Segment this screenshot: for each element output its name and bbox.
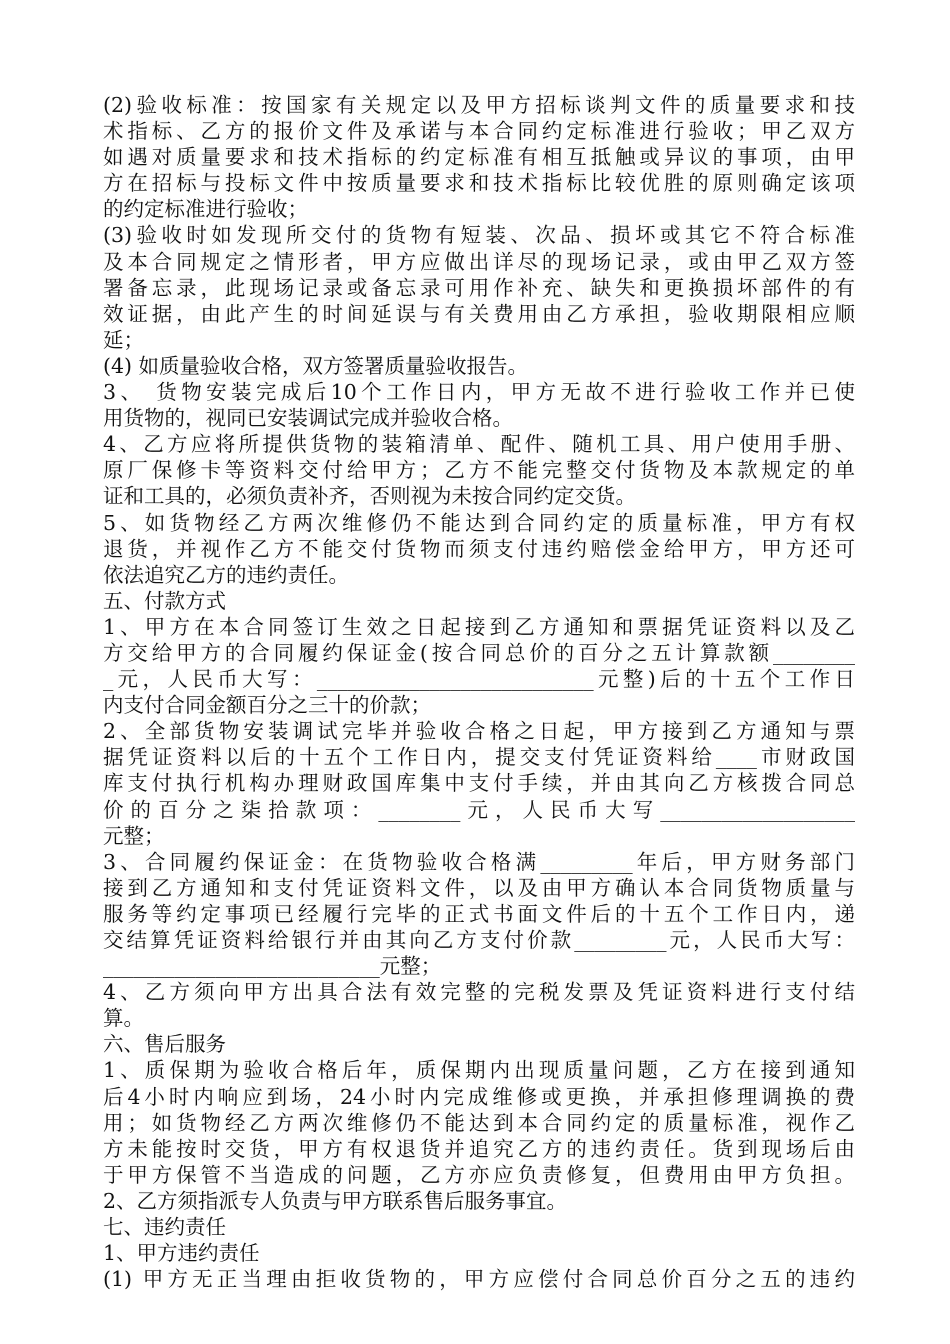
document-line: 1、甲方违约责任 <box>103 1241 260 1266</box>
document-line: 署备忘录，此现场记录或备忘录可用作补充、缺失和更换损坏部件的有 <box>103 275 855 300</box>
document-line: 五、付款方式 <box>103 588 226 613</box>
document-line: 效证据，由此产生的时间延误与有关费用由乙方承担，验收期限相应顺 <box>103 301 855 326</box>
document-line: 交结算凭证资料给银行并由其向乙方支付价款_________元，人民币大写： <box>103 928 855 952</box>
document-line: 延； <box>103 327 144 352</box>
document-line: 价的百分之柒拾款项：________元，人民币大写___________________ <box>103 797 855 822</box>
document-line: 证和工具的，必须负责补齐，否则视为未按合同约定交货。 <box>103 484 636 509</box>
document-line: 库支付执行机构办理财政国库集中支付手续，并由其向乙方核拨合同总 <box>103 771 855 796</box>
document-line: 退货，并视作乙方不能交付货物而须支付违约赔偿金给甲方，甲方还可 <box>103 536 855 561</box>
document-line: 4、乙方须向甲方出具合法有效完整的完税发票及凭证资料进行支付结 <box>103 980 855 1005</box>
document-page <box>103 92 855 1292</box>
document-line: 于甲方保管不当造成的问题，乙方亦应负责修复，但费用由甲方负担。 <box>103 1162 855 1187</box>
document-line: 方交给甲方的合同履约保证金(按合同总价的百分之五计算款额________ <box>103 640 855 665</box>
document-line: (2)验收标准：按国家有关规定以及甲方招标谈判文件的质量要求和技 <box>103 93 855 117</box>
document-line: 七、违约责任 <box>103 1215 226 1240</box>
document-line: 依法追究乙方的违约责任。 <box>103 562 349 587</box>
document-line: 后4小时内响应到场，24小时内完成维修或更换，并承担修理调换的费 <box>103 1084 855 1109</box>
document-line: 3、合同履约保证金：在货物验收合格满_________年后，甲方财务部门 <box>103 849 855 874</box>
document-line: 及本合同规定之情形者，甲方应做出详尽的现场记录，或由甲乙双方签 <box>103 249 855 274</box>
document-line: 用货物的，视同已安装调试完成并验收合格。 <box>103 406 513 431</box>
document-line: 算。 <box>103 1006 144 1031</box>
document-line: 内支付合同金额百分之三十的价款； <box>103 693 431 718</box>
document-line: 方在招标与投标文件中按质量要求和技术指标比较优胜的原则确定该项 <box>103 171 855 196</box>
document-line: 如遇对质量要求和技术指标的约定标准有相互抵触或异议的事项，由甲 <box>103 145 855 170</box>
document-line: 用；如货物经乙方两次维修仍不能达到本合同约定的质量标准，视作乙 <box>103 1110 855 1135</box>
document-line: 1、甲方在本合同签订生效之日起接到乙方通知和票据凭证资料以及乙 <box>103 614 855 639</box>
document-line: 5、如货物经乙方两次维修仍不能达到合同约定的质量标准，甲方有权 <box>103 510 855 535</box>
document-line: 3、 货物安装完成后10个工作日内，甲方无故不进行验收工作并已使 <box>103 380 855 405</box>
document-line: 六、售后服务 <box>103 1032 226 1057</box>
document-line: 4、乙方应将所提供货物的装箱清单、配件、随机工具、用户使用手册、 <box>103 432 855 457</box>
document-line: 据凭证资料以后的十五个工作日内，提交支付凭证资料给____市财政国 <box>103 745 855 770</box>
document-line: 的约定标准进行验收； <box>103 197 308 222</box>
document-line: 原厂保修卡等资料交付给甲方；乙方不能完整交付货物及本款规定的单 <box>103 458 855 483</box>
document-line: _元，人民币大写：___________________________元整)后的十五个工作日 <box>103 667 855 692</box>
document-line: 2、乙方须指派专人负责与甲方联系售后服务事宜。 <box>103 1188 568 1213</box>
document-line: 2、全部货物安装调试完毕并验收合格之日起，甲方接到乙方通知与票 <box>103 719 855 744</box>
document-line: 术指标、乙方的报价文件及承诺与本合同约定标准进行验收；甲乙双方 <box>103 119 855 144</box>
document-line: (3)验收时如发现所交付的货物有短装、次品、损坏或其它不符合标准 <box>103 223 855 248</box>
document-line: (1) 甲方无正当理由拒收货物的，甲方应偿付合同总价百分之五的违约 <box>103 1267 855 1292</box>
document-line: 方未能按时交货，甲方有权退货并追究乙方的违约责任。货到现场后由 <box>103 1136 855 1161</box>
document-line: ___________________________元整； <box>103 954 442 979</box>
document-body <box>103 92 855 1292</box>
document-line: (4) 如质量验收合格，双方签署质量验收报告。 <box>103 353 529 378</box>
document-line: 1、质保期为验收合格后年，质保期内出现质量问题，乙方在接到通知 <box>103 1058 855 1083</box>
document-line: 接到乙方通知和支付凭证资料文件，以及由甲方确认本合同货物质量与 <box>103 875 855 900</box>
document-line: 服务等约定事项已经履行完毕的正式书面文件后的十五个工作日内，递 <box>103 901 855 926</box>
document-line: 元整； <box>103 823 165 848</box>
